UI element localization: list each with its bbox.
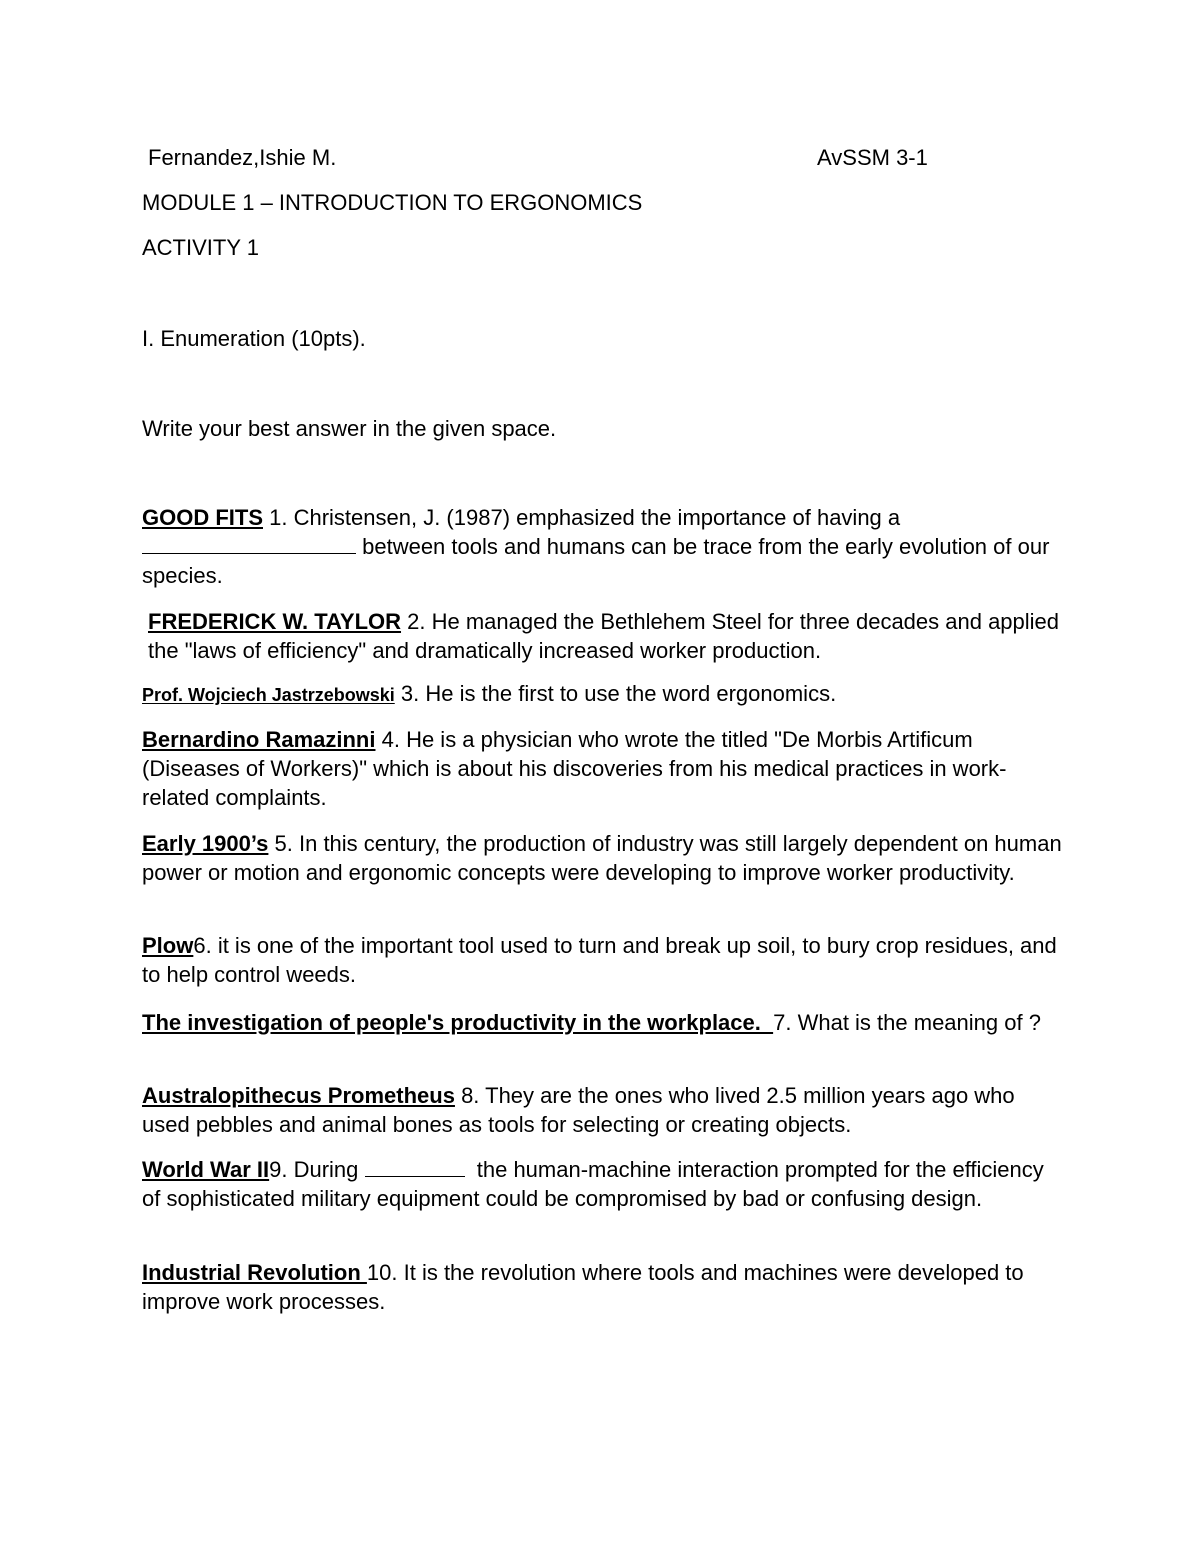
item-3 xyxy=(142,679,1062,710)
item-6-text: it is one of the important tool used to turn and break up soil, to bury crop residues, and to help control weeds. xyxy=(142,933,1057,987)
item-7 xyxy=(142,1008,1062,1037)
student-name: Fernandez,Ishie M. xyxy=(148,145,337,170)
item-1 xyxy=(142,503,1062,590)
item-1-answer: GOOD FITS xyxy=(142,505,263,530)
item-10-answer: Industrial Revolution xyxy=(142,1260,367,1285)
instructions: Write your best answer in the given space. xyxy=(142,416,557,441)
item-5-text: In this century, the production of industry was still largely dependent on human power or motion and ergonomic concepts were developing to improve worker productivity. xyxy=(142,831,1062,885)
item-9-text-before-blank: During xyxy=(287,1157,365,1182)
item-10 xyxy=(142,1258,1062,1316)
item-7-number: 7. xyxy=(773,1010,792,1035)
item-9-number: 9. xyxy=(269,1157,288,1182)
item-8 xyxy=(142,1081,1062,1139)
item-8-number: 8. xyxy=(454,1083,480,1108)
item-3-text: He is the first to use the word ergonomics. xyxy=(419,681,837,706)
item-1-number: 1. xyxy=(263,505,288,530)
item-2 xyxy=(148,607,1062,665)
item-6 xyxy=(142,931,1062,989)
item-1-text-after-blank: between tools and humans can be trace from the early evolution of our species. xyxy=(142,534,1050,588)
item-10-number: 10. xyxy=(366,1260,398,1285)
item-1-blank xyxy=(142,533,356,554)
item-5 xyxy=(142,829,1062,887)
module-title: MODULE 1 – INTRODUCTION TO ERGONOMICS xyxy=(142,190,643,215)
item-3-answer: Prof. Wojciech Jastrzebowski xyxy=(142,685,395,705)
item-2-answer: FREDERICK W. TAYLOR xyxy=(148,609,402,634)
item-9 xyxy=(142,1155,1062,1213)
item-10-text: It is the revolution where tools and machines were developed to improve work processes. xyxy=(142,1260,1024,1314)
item-9-blank xyxy=(365,1156,465,1177)
item-9-answer: World War II xyxy=(142,1157,270,1182)
item-4 xyxy=(142,725,1062,812)
item-8-answer: Australopithecus Prometheus xyxy=(142,1083,455,1108)
item-2-number: 2. xyxy=(401,609,426,634)
item-6-number: 6. xyxy=(193,933,212,958)
activity-title: ACTIVITY 1 xyxy=(142,235,259,260)
item-4-answer: Bernardino Ramazinni xyxy=(142,727,376,752)
student-section: AvSSM 3-1 xyxy=(817,145,928,170)
item-4-number: 4. xyxy=(375,727,400,752)
item-8-text: They are the ones who lived 2.5 million years ago who used pebbles and animal bones as tools for selecting or creating objects. xyxy=(142,1083,1015,1137)
item-4-text: He is a physician who wrote the titled "De Morbis Artificum (Diseases of Workers)" which is about his discoveries from his medical practices in work-related complaints. xyxy=(142,727,1007,810)
item-9-text-after-blank: the human-machine interaction prompted for the efficiency of sophisticated military equipment could be compromised by bad or confusing design. xyxy=(142,1157,1050,1211)
item-5-number: 5. xyxy=(268,831,293,856)
item-7-text: What is the meaning of ? xyxy=(791,1010,1041,1035)
item-7-answer: The investigation of people's productivity in the workplace. xyxy=(142,1010,774,1035)
item-5-answer: Early 1900’s xyxy=(142,831,269,856)
item-6-answer: Plow xyxy=(142,933,194,958)
item-2-text: He managed the Bethlehem Steel for three decades and applied the "laws of efficiency" and dramatically increased worker production. xyxy=(148,609,1060,663)
item-3-number: 3. xyxy=(394,681,420,706)
item-1-text-before-blank: Christensen, J. (1987) emphasized the importance of having a xyxy=(287,505,901,530)
part-title: I. Enumeration (10pts). xyxy=(142,326,366,351)
